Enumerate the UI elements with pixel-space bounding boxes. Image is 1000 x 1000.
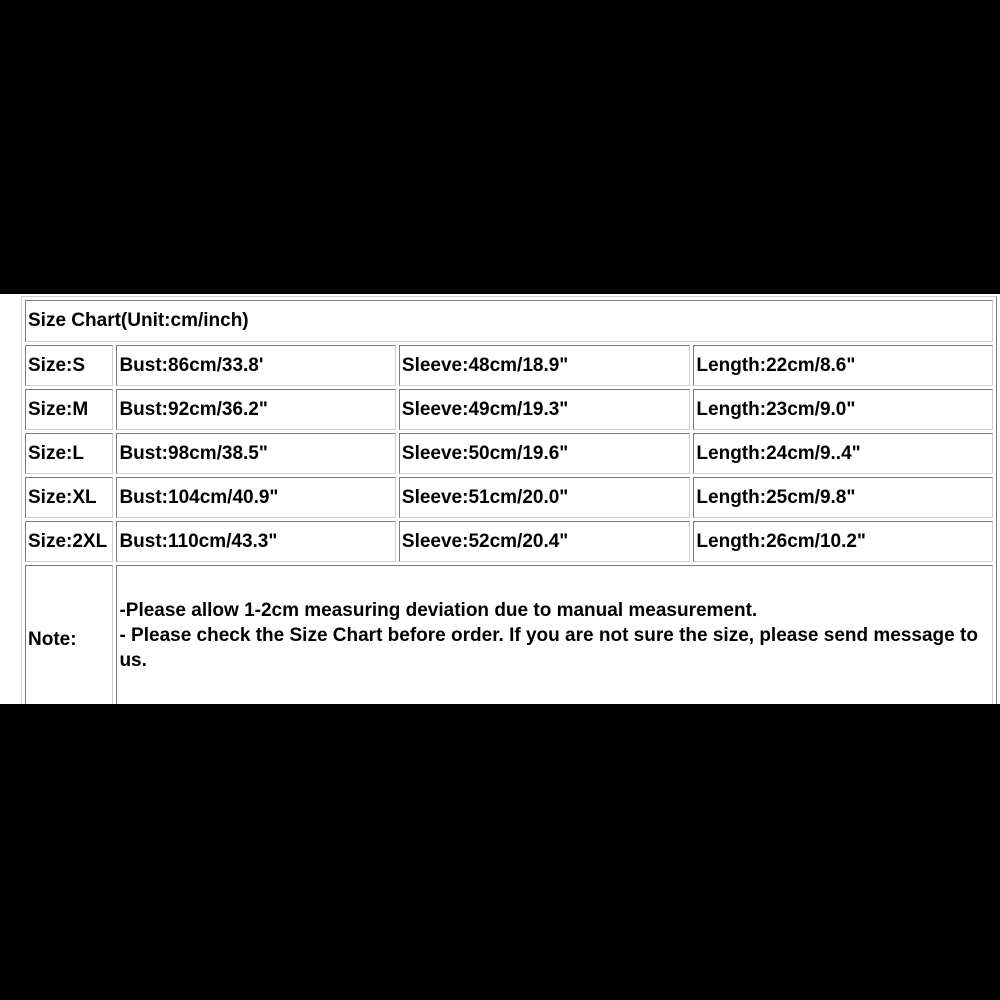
bust-cell: Bust:104cm/40.9" [116, 477, 395, 518]
sleeve-cell: Sleeve:49cm/19.3" [399, 389, 691, 430]
note-content [116, 565, 993, 704]
length-cell: Length:24cm/9..4" [693, 433, 993, 474]
note-row [25, 565, 993, 704]
size-cell: Size:XL [25, 477, 113, 518]
bust-cell: Bust:86cm/33.8' [116, 345, 395, 386]
sleeve-cell: Sleeve:51cm/20.0" [399, 477, 691, 518]
size-cell: Size:2XL [25, 521, 113, 562]
size-chart-panel [0, 294, 1000, 704]
note-line-1: -Please allow 1-2cm measuring deviation due to manual measurement. [119, 599, 758, 621]
size-cell: Size:S [25, 345, 113, 386]
table-title-row [25, 300, 993, 342]
size-cell: Size:L [25, 433, 113, 474]
note-label: Note: [25, 565, 113, 704]
size-chart-table [21, 296, 997, 704]
length-cell: Length:25cm/9.8" [693, 477, 993, 518]
size-cell: Size:M [25, 389, 113, 430]
table-row [25, 389, 993, 430]
table-row [25, 477, 993, 518]
note-line-2: - Please check the Size Chart before order. If you are not sure the size, please send message to us. [119, 624, 978, 671]
bust-cell: Bust:92cm/36.2" [116, 389, 395, 430]
table-row [25, 345, 993, 386]
table-row [25, 521, 993, 562]
sleeve-cell: Sleeve:50cm/19.6" [399, 433, 691, 474]
bust-cell: Bust:98cm/38.5" [116, 433, 395, 474]
length-cell: Length:23cm/9.0" [693, 389, 993, 430]
sleeve-cell: Sleeve:52cm/20.4" [399, 521, 691, 562]
length-cell: Length:22cm/8.6" [693, 345, 993, 386]
table-row [25, 433, 993, 474]
length-cell: Length:26cm/10.2" [693, 521, 993, 562]
bust-cell: Bust:110cm/43.3" [116, 521, 395, 562]
table-title: Size Chart(Unit:cm/inch) [25, 300, 993, 342]
sleeve-cell: Sleeve:48cm/18.9" [399, 345, 691, 386]
